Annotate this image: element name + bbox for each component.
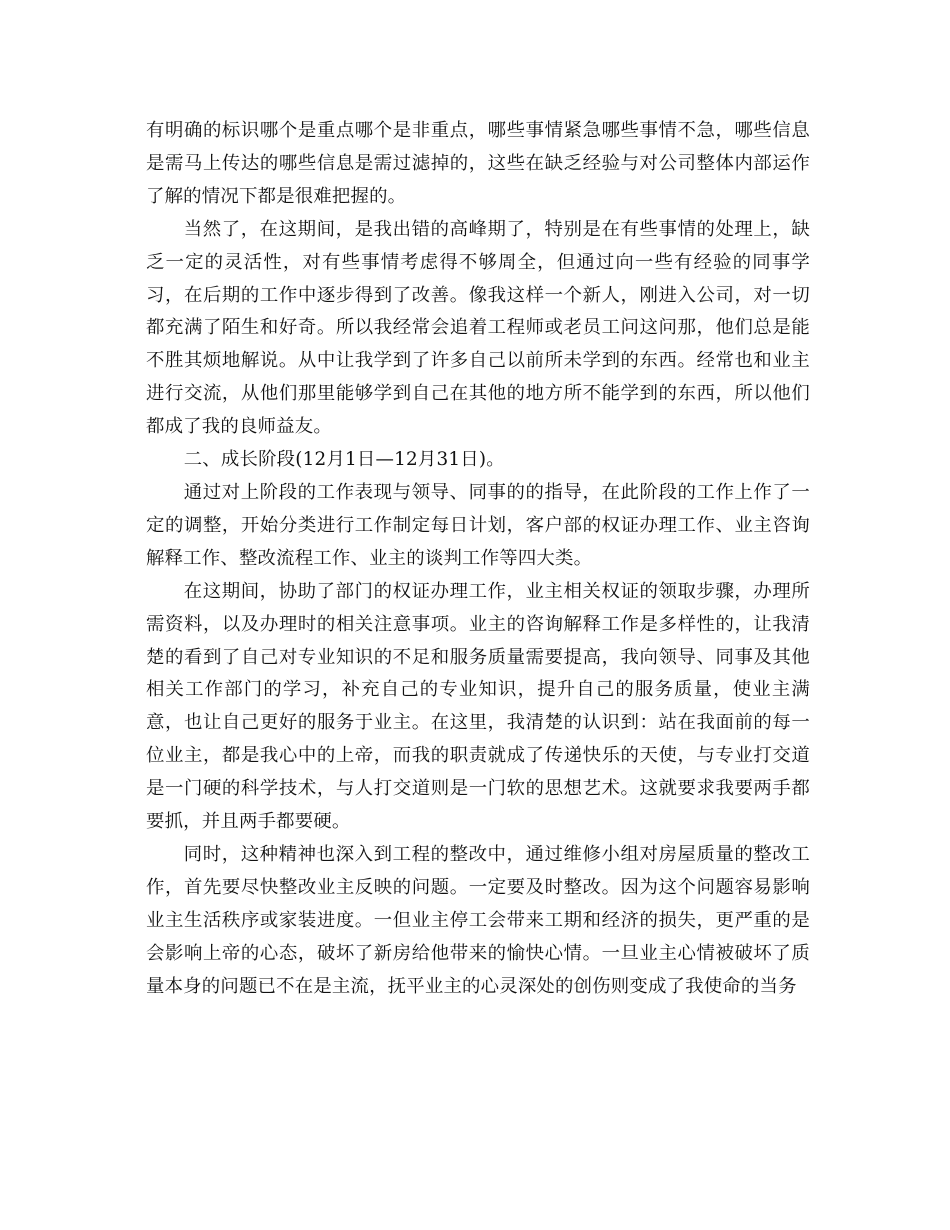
document-body [146,115,810,1003]
section-heading-growth-stage: 二、成长阶段(12月1日—12月31日)。 [183,449,505,471]
paragraph-mistakes-and-learning: 当然了，在这期间，是我出错的高峰期了，特别是在有些事情的处理上，缺乏一定的灵活性，对有些事情考虑得不够周全，但通过向一些有经验的同事学习，在后期的工作中逐步得到了改善。像我这样一个新人，刚进入公司，对一切都充满了陌生和好奇。所以我经常会追着工程师或老员工问这问那，他们总是能不胜其烦地解说。从中让我学到了许多自己以前所未学到的东西。经常也和业主进行交流，从他们那里能够学到自己在其他的地方所不能学到的东西，所以他们都成了我的良师益友。 [146,218,810,438]
paragraph-work-adjustment: 通过对上阶段的工作表现与领导、同事的的指导，在此阶段的工作上作了一定的调整，开始分类进行工作制定每日计划，客户部的权证办理工作、业主咨询解释工作、整改流程工作、业主的谈判工作等四大类。 [146,481,810,569]
paragraph-customer-service: 在这期间，协助了部门的权证办理工作，业主相关权证的领取步骤，办理所需资料，以及办理时的相关注意事项。业主的咨询解释工作是多样性的，让我清楚的看到了自己对专业知识的不足和服务质量需要提高，我向领导、同事及其他相关工作部门的学习，补充自己的专业知识，提升自己的服务质量，使业主满意，也让自己更好的服务于业主。在这里，我清楚的认识到：站在我面前的每一位业主，都是我心中的上帝，而我的职责就成了传递快乐的天使，与专业打交道是一门硬的科学技术，与人打交道则是一门软的思想艺术。这就要求我要两手都要抓，并且两手都要硬。 [146,580,810,833]
paragraph-rectification-work: 同时，这种精神也深入到工程的整改中，通过维修小组对房屋质量的整改工作，首先要尽快整改业主反映的问题。一定要及时整改。因为这个问题容易影响业主生活秩序或家装进度。一但业主停工会带来工期和经济的损失，更严重的是会影响上帝的心态，破坏了新房给他带来的愉快心情。一旦业主心情被破坏了质量本身的问题已不在是主流，抚平业主的心灵深处的创伤则变成了我使命的当务 [146,843,810,997]
paragraph-continuation: 有明确的标识哪个是重点哪个是非重点，哪些事情紧急哪些事情不急，哪些信息是需马上传达的哪些信息是需过滤掉的，这些在缺乏经验与对公司整体内部运作了解的情况下都是很难把握的。 [146,120,810,207]
